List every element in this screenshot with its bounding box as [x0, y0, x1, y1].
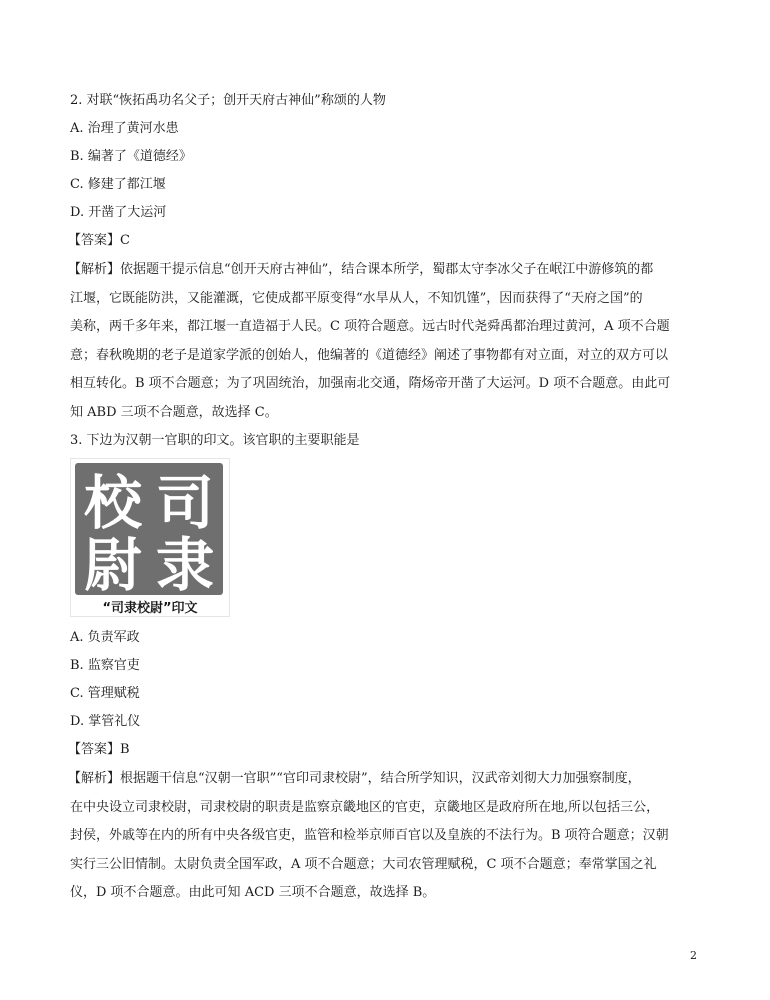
seal-caption: “司隶校尉”印文: [102, 601, 198, 616]
q3-analysis: [70, 771, 710, 914]
q2-analysis-line: 知 ABD 三项不合题意，故选择 C。: [70, 404, 278, 420]
q3-analysis-line: 在中央设立司隶校尉，司隶校尉的职责是监察京畿地区的官吏，京畿地区是政府所在地,所以包括三公，: [70, 799, 660, 815]
q2-option-b: B. 编著了《道德经》: [70, 149, 192, 164]
q3-analysis-line: 仪，D 项不合题意。由此可知 ACD 三项不合题意，故选择 B。: [70, 885, 436, 901]
seal-characters-graphic: [75, 463, 223, 595]
q2-analysis: [70, 262, 710, 434]
svg-text:隶: 隶: [155, 531, 215, 595]
question-3-stem: 3. 下边为汉朝一官职的印文。该官职的主要职能是: [70, 433, 360, 448]
q2-analysis-line: 美称，两千多年来，都江堰一直造福于人民。C 项符合题意。远古时代尧舜禹都治理过黄河，A 项不合题: [70, 319, 670, 335]
q2-analysis-line: 相互转化。B 项不合题意；为了巩固统治，加强南北交通，隋炀帝开凿了大运河。D 项不合题意。由此可: [70, 376, 671, 392]
seal-impression-image: [70, 458, 230, 617]
q3-option-a: A. 负责军政: [70, 630, 140, 645]
q3-option-b: B. 监察官吏: [70, 658, 140, 673]
q3-analysis-line: 【解析】根据题干信息“汉朝一官职”“官印司隶校尉”，结合所学知识，汉武帝刘彻大力加强察制度，: [68, 771, 641, 786]
q2-option-d: D. 开凿了大运河: [70, 205, 167, 220]
q2-option-c: C. 修建了都江堰: [70, 177, 166, 192]
q2-answer: 【答案】C: [68, 233, 130, 248]
svg-text:尉: 尉: [83, 531, 143, 595]
q2-analysis-line: 意；春秋晚期的老子是道家学派的创始人，他编著的《道德经》阐述了事物都有对立面，对立的双方可以: [70, 347, 669, 363]
svg-text:校: 校: [83, 469, 143, 537]
question-2-stem: 2. 对联“恢拓禹功名父子；创开天府古神仙”称颂的人物: [70, 93, 386, 108]
q3-analysis-line: 封侯，外戚等在内的所有中央各级官吏，监管和检举京师百官以及皇族的不法行为。B 项符合题意；汉朝: [70, 828, 669, 844]
q3-analysis-line: 实行三公旧情制。太尉负责全国军政，A 项不合题意；大司农管理赋税，C 项不合题意；奉常掌国之礼: [70, 856, 657, 872]
q2-analysis-line: 江堰，它既能防洪，又能灌溉，它使成都平原变得“水旱从人，不知饥馑”，因而获得了“天府之国”的: [70, 290, 643, 306]
seal-stamp: [75, 463, 223, 595]
q3-option-c: C. 管理赋税: [70, 686, 140, 701]
q2-analysis-line: 【解析】依据题干提示信息“创开天府古神仙”，结合课本所学，蜀郡太守李冰父子在岷江中游修筑的都: [68, 262, 654, 277]
q3-answer: 【答案】B: [68, 742, 130, 757]
q3-option-d: D. 掌管礼仪: [70, 714, 141, 729]
svg-text:司: 司: [155, 469, 215, 537]
q2-option-a: A. 治理了黄河水患: [70, 121, 179, 136]
page-number: 2: [690, 949, 697, 962]
